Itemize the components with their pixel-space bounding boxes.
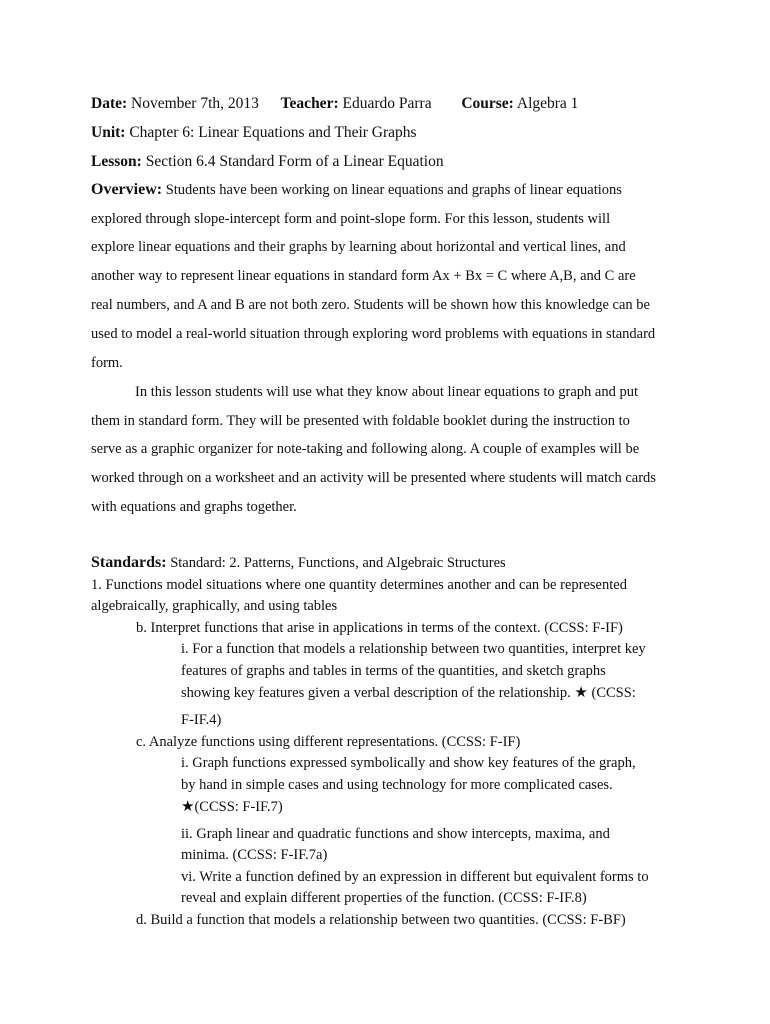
lesson-value: Section 6.4 Standard Form of a Linear Equation bbox=[145, 153, 444, 170]
paragraph2-line-4: worked through on a worksheet and an activity will be presented where students will match cards bbox=[91, 470, 656, 486]
overview-line-3: explore linear equations and their graphs by learning about horizontal and vertical lines, and bbox=[91, 239, 626, 255]
paragraph2-line-5: with equations and graphs together. bbox=[91, 499, 297, 515]
standard-item-1-line-2: algebraically, graphically, and using tables bbox=[91, 598, 338, 614]
overview-line-4: another way to represent linear equations in standard form Ax + Bx = C where A,B, and C are bbox=[91, 268, 636, 284]
standard-b-i-line-2: features of graphs and tables in terms of the quantities, and sketch graphs bbox=[181, 663, 606, 679]
overview-line-7: form. bbox=[91, 355, 123, 371]
standard-item-1-line-1: 1. Functions model situations where one quantity determines another and can be represented bbox=[91, 577, 627, 593]
standard-c-ii-line-1: ii. Graph linear and quadratic functions and show intercepts, maxima, and bbox=[181, 826, 610, 842]
teacher-label: Teacher: bbox=[280, 95, 339, 112]
overview-label: Overview: bbox=[91, 181, 163, 198]
standard-b-i-line-1: i. For a function that models a relationship between two quantities, interpret key bbox=[181, 641, 646, 657]
overview-line-5: real numbers, and A and B are not both zero. Students will be shown how this knowledge can be bbox=[91, 297, 650, 313]
star-icon: ★ bbox=[181, 797, 195, 815]
overview-line-2: explored through slope-intercept form and point-slope form. For this lesson, students will bbox=[91, 211, 611, 227]
standard-c-i-line-3-text: (CCSS: F-IF.7) bbox=[194, 799, 283, 815]
unit-value: Chapter 6: Linear Equations and Their Graphs bbox=[129, 124, 417, 141]
paragraph2-line-3: serve as a graphic organizer for note-taking and following along. A couple of examples will be bbox=[91, 441, 640, 457]
overview-text: Students have been working on linear equations and graphs of linear equations bbox=[165, 182, 622, 198]
standard-c: c. Analyze functions using different representations. (CCSS: F-IF) bbox=[136, 734, 521, 750]
lesson-label: Lesson: bbox=[91, 153, 142, 170]
unit-line bbox=[91, 124, 417, 142]
standard-b-i-line-4: F-IF.4) bbox=[181, 712, 222, 728]
course-label: Course: bbox=[461, 95, 514, 112]
standard-c-vi-line-1: vi. Write a function defined by an expression in different but equivalent forms to bbox=[181, 869, 649, 885]
standards-heading-line bbox=[91, 554, 506, 572]
standard-c-i-line-3 bbox=[181, 797, 283, 816]
paragraph2-line-2: them in standard form. They will be presented with foldable booklet during the instruction to bbox=[91, 413, 630, 429]
date-label: Date: bbox=[91, 95, 128, 112]
standards-title: Standard: 2. Patterns, Functions, and Algebraic Structures bbox=[170, 555, 506, 571]
paragraph2-line-1: In this lesson students will use what they know about linear equations to graph and put bbox=[135, 384, 638, 400]
star-icon: ★ bbox=[574, 683, 588, 701]
course-value: Algebra 1 bbox=[516, 95, 579, 112]
standard-c-ii-line-2: minima. (CCSS: F-IF.7a) bbox=[181, 847, 328, 863]
standard-c-i-line-2: by hand in simple cases and using technology for more complicated cases. bbox=[181, 777, 613, 793]
standard-b-i-line-3 bbox=[181, 683, 636, 702]
standard-d: d. Build a function that models a relationship between two quantities. (CCSS: F-BF) bbox=[136, 912, 626, 928]
lesson-line bbox=[91, 153, 444, 171]
header-line bbox=[91, 95, 578, 113]
date-value: November 7th, 2013 bbox=[131, 95, 259, 112]
unit-label: Unit: bbox=[91, 124, 126, 141]
teacher-value: Eduardo Parra bbox=[342, 95, 432, 112]
standard-b-i-line-3-tail: (CCSS: bbox=[591, 685, 636, 701]
standard-b: b. Interpret functions that arise in applications in terms of the context. (CCSS: F-IF) bbox=[136, 620, 623, 636]
standards-label: Standards: bbox=[91, 554, 167, 571]
overview-line-1 bbox=[91, 181, 622, 199]
standard-c-i-line-1: i. Graph functions expressed symbolically and show key features of the graph, bbox=[181, 755, 636, 771]
overview-line-6: used to model a real-world situation through exploring word problems with equations in standard bbox=[91, 326, 656, 342]
standard-c-vi-line-2: reveal and explain different properties of the function. (CCSS: F-IF.8) bbox=[181, 890, 587, 906]
standard-b-i-line-3-text: showing key features given a verbal description of the relationship. bbox=[181, 685, 571, 701]
